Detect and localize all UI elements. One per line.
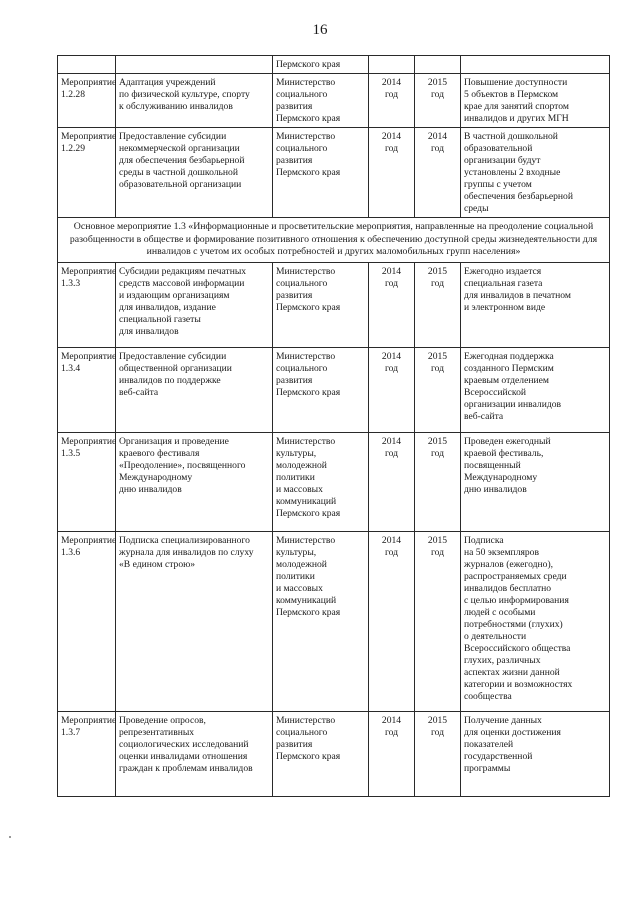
table-row-activity-1-2-29 [58,127,610,217]
table-row-activity-1-3-3 [58,262,610,347]
table-row-activity-1-2-28 [58,73,610,127]
responsible-cell: Министерство социального развития Пермского края [273,73,369,127]
start-year-cell: 2014 год [369,531,415,711]
end-year-cell [415,56,461,74]
activity-id-cell: Мероприятие 1.3.5 [58,432,116,531]
activity-id-cell: Мероприятие 1.3.6 [58,531,116,711]
name-cell [116,56,273,74]
responsible-cell: Пермского края [273,56,369,74]
activity-name-cell: Проведение опросов, репрезентативных социологических исследований оценки инвалидами отношения граждан к проблемам инвалидов [116,711,273,796]
start-year-cell: 2014 год [369,127,415,217]
result-cell [461,56,610,74]
section-title: Основное мероприятие 1.3 «Информационные и просветительские мероприятия, направленные на преодоление социальной разобщенности в обществе и формирование позитивного отношения к обеспечению доступной среды жизнедеятельности для инвалидов с учетом их особых потребностей и других маломобильных групп населения» [58,217,610,262]
end-year-cell: 2015 год [415,347,461,432]
responsible-cell: Министерство социального развития Пермского края [273,262,369,347]
end-year-cell: 2015 год [415,262,461,347]
table-row-activity-1-3-4 [58,347,610,432]
result-cell: Подписка на 50 экземпляров журналов (ежегодно), распространяемых среди инвалидов бесплатно с целью информирования людей с особыми потребностями (глухих) о деятельности Всероссийского общества глухих, различных аспектах жизни данной категории и возможностях сообщества [461,531,610,711]
result-cell: Получение данных для оценки достижения показателей государственной программы [461,711,610,796]
result-cell: Повышение доступности 5 объектов в Пермском крае для занятий спортом инвалидов и других МГН [461,73,610,127]
result-cell: Ежегодно издается специальная газета для инвалидов в печатном и электронном виде [461,262,610,347]
start-year-cell: 2014 год [369,711,415,796]
activity-name-cell: Подписка специализированного журнала для инвалидов по слуху «В едином строю» [116,531,273,711]
end-year-cell: 2015 год [415,73,461,127]
activity-name-cell: Предоставление субсидии некоммерческой организации для обеспечения безбарьерной среды в частной дошкольной образовательной организации [116,127,273,217]
responsible-cell: Министерство социального развития Пермского края [273,711,369,796]
start-year-cell: 2014 год [369,73,415,127]
end-year-cell: 2015 год [415,711,461,796]
activities-table [57,55,610,797]
activity-id-cell: Мероприятие 1.3.4 [58,347,116,432]
responsible-cell: Министерство социального развития Пермского края [273,347,369,432]
activity-id-cell: Мероприятие 1.3.7 [58,711,116,796]
page-number: 16 [312,22,328,38]
activity-id-cell: Мероприятие 1.3.3 [58,262,116,347]
activity-name-cell: Предоставление субсидии общественной организации инвалидов по поддержке веб-сайта [116,347,273,432]
responsible-cell: Министерство социального развития Пермского края [273,127,369,217]
scan-speck [9,836,11,838]
id-cell [58,56,116,74]
start-year-cell [369,56,415,74]
table-row-activity-1-3-6 [58,531,610,711]
start-year-cell: 2014 год [369,262,415,347]
activity-name-cell: Адаптация учреждений по физической культуре, спорту к обслуживанию инвалидов [116,73,273,127]
table-row-continuation [58,56,610,74]
activity-id-cell: Мероприятие 1.2.29 [58,127,116,217]
responsible-cell: Министерство культуры, молодежной политики и массовых коммуникаций Пермского края [273,432,369,531]
activity-name-cell: Организация и проведение краевого фестиваля «Преодоление», посвященного Международному дню инвалидов [116,432,273,531]
start-year-cell: 2014 год [369,432,415,531]
result-cell: В частной дошкольной образовательной организации будут установлены 2 входные группы с учетом обеспечения безбарьерной среды [461,127,610,217]
responsible-cell: Министерство культуры, молодежной политики и массовых коммуникаций Пермского края [273,531,369,711]
table-row-activity-1-3-7 [58,711,610,796]
table-row-section-1-3 [58,217,610,262]
end-year-cell: 2015 год [415,432,461,531]
start-year-cell: 2014 год [369,347,415,432]
result-cell: Ежегодная поддержка созданного Пермским краевым отделением Всероссийской организации инвалидов веб-сайта [461,347,610,432]
table-row-activity-1-3-5 [58,432,610,531]
end-year-cell: 2014 год [415,127,461,217]
result-cell: Проведен ежегодный краевой фестиваль, посвященный Международному дню инвалидов [461,432,610,531]
activity-id-cell: Мероприятие 1.2.28 [58,73,116,127]
activity-name-cell: Субсидии редакциям печатных средств массовой информации и издающим организациям для инвалидов, издание специальной газеты для инвалидов [116,262,273,347]
end-year-cell: 2015 год [415,531,461,711]
